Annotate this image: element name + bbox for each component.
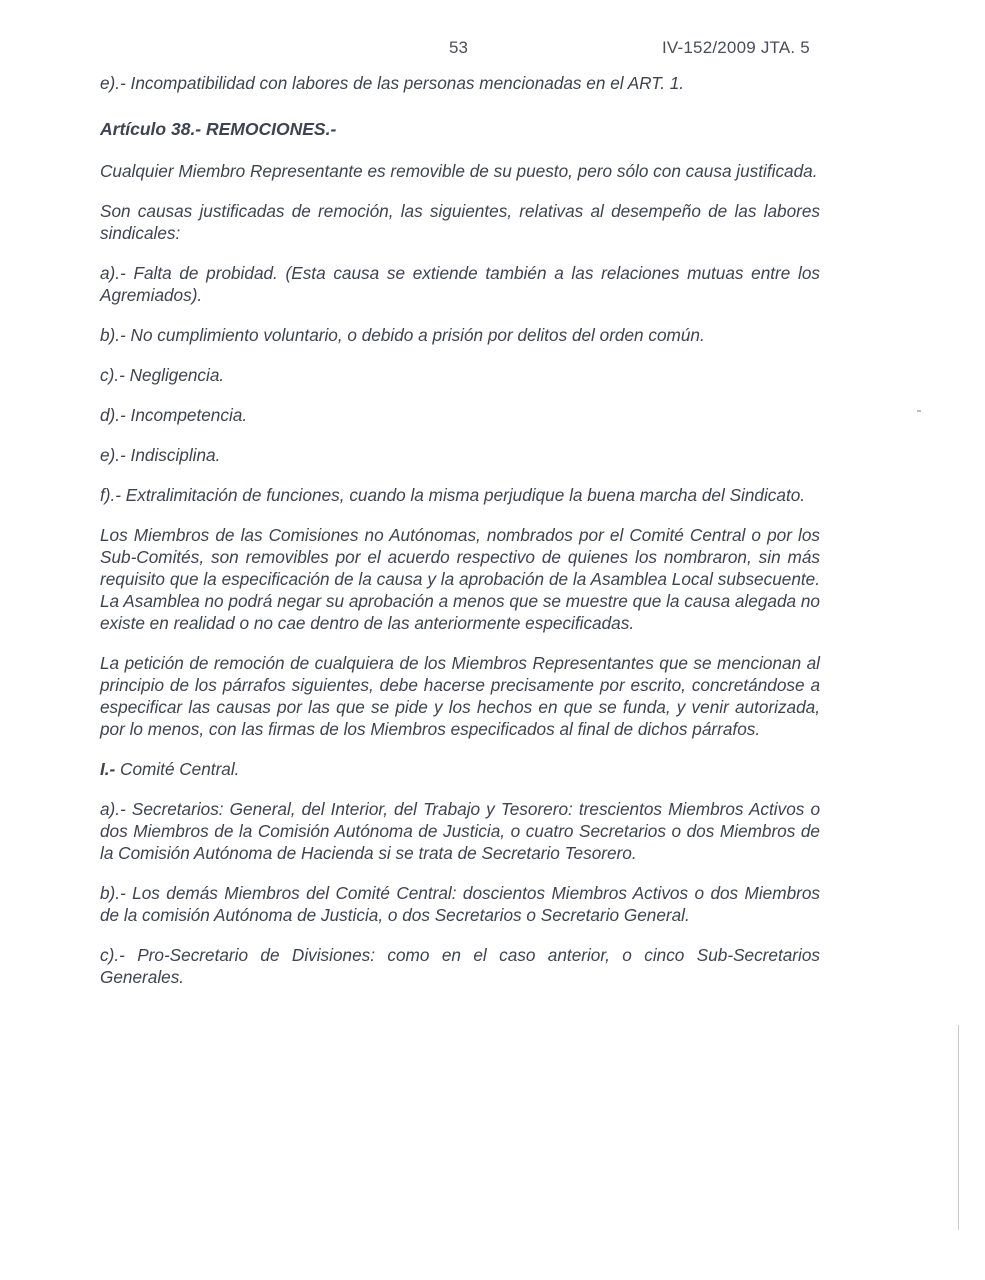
item-b: b).- Los demás Miembros del Comité Central: doscientos Miembros Activos o dos Miembros de la comisión Autónoma de Justicia, o dos Secretarios o Secretario General. [100,883,820,925]
section-label: Comité Central. [115,759,240,779]
cause-a: a).- Falta de probidad. (Esta causa se extiende también a las relaciones mutuas entre los Agremiados). [100,263,820,305]
section-number: I.- [100,759,116,779]
cause-c: c).- Negligencia. [100,365,225,385]
cause-b: b).- No cumplimiento voluntario, o debido a prisión por delitos del orden común. [100,325,705,345]
document-reference: IV-152/2009 JTA. 5 [662,38,810,57]
scan-edge-line [958,1025,959,1230]
document-body [100,72,820,1006]
item-c: c).- Pro-Secretario de Divisiones: como en el caso anterior, o cinco Sub-Secretarios Generales. [100,945,820,987]
item-a: a).- Secretarios: General, del Interior, del Trabajo y Tesorero: trescientos Miembros Activos o dos Miembros de la Comisión Autónoma de Justicia, o cuatro Secretarios o dos Miembros de la Comisión Autónoma de Hacienda si se trata de Secretario Tesorero. [100,799,820,863]
paragraph-petition: La petición de remoción de cualquiera de los Miembros Representantes que se mencionan al principio de los párrafos siguientes, debe hacerse precisamente por escrito, concretándose a especificar las causas por las que se pide y los hechos en que se funda, y venir autorizada, por lo menos, con las firmas de los Miembros especificados al final de dichos párrafos. [100,653,820,739]
paragraph-commissions: Los Miembros de las Comisiones no Autónomas, nombrados por el Comité Central o por los Sub-Comités, son removibles por el acuerdo respectivo de quienes los nombraron, sin más requisito que la especificación de la causa y la aprobación de la Asamblea Local subsecuente. La Asamblea no podrá negar su aprobación a menos que se muestre que la causa alegada no existe en realidad o no cae dentro de las anteriormente especificadas. [100,525,820,633]
section-heading [100,758,820,780]
paragraph-removable: Cualquier Miembro Representante es removible de su puesto, pero sólo con causa justificada. [100,161,818,181]
paragraph-causes-intro: Son causas justificadas de remoción, las siguientes, relativas al desempeño de las labores sindicales: [100,201,820,243]
page-number: 53 [449,38,468,57]
paragraph-incompatibility: e).- Incompatibilidad con labores de las personas mencionadas en el ART. 1. [100,73,685,93]
cause-f: f).- Extralimitación de funciones, cuando la misma perjudique la buena marcha del Sindicato. [100,485,806,505]
scan-speck [917,410,921,412]
article-title: Artículo 38.- REMOCIONES.- [100,119,337,139]
cause-e: e).- Indisciplina. [100,445,221,465]
cause-d: d).- Incompetencia. [100,405,248,425]
